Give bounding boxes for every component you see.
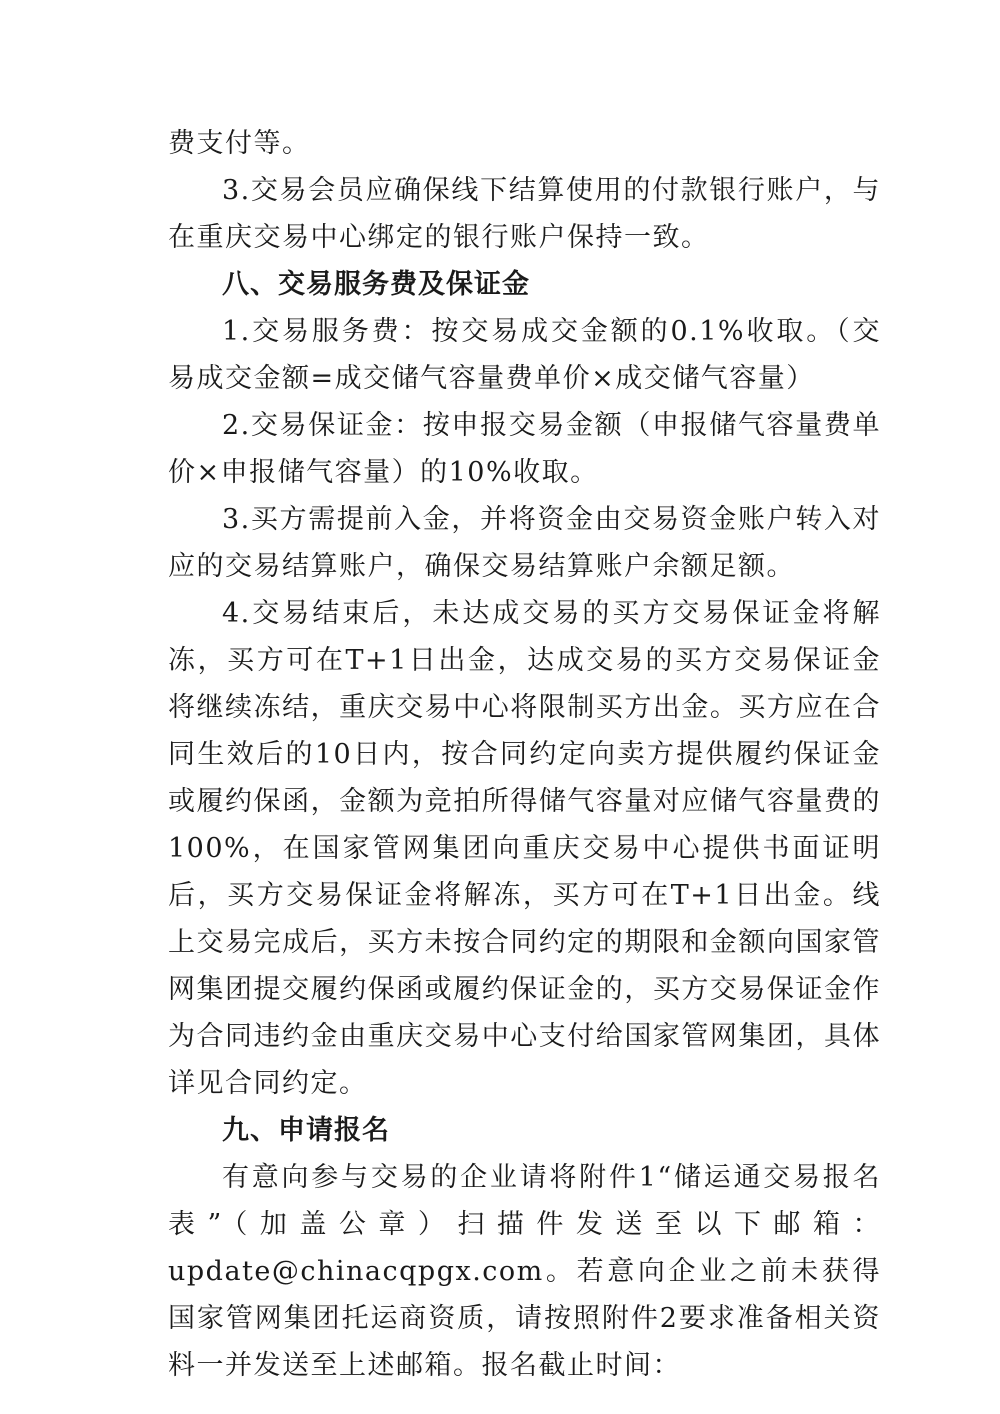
section-heading-registration: 九、申请报名: [222, 1115, 390, 1146]
paragraph-deposit: 2.交易保证金：按申报交易金额（申报储气容量费单价×申报储气容量）的10%收取。: [168, 410, 881, 488]
section-heading-fees: 八、交易服务费及保证金: [222, 269, 530, 300]
paragraph-registration: 有意向参与交易的企业请将附件1“储运通交易报名表”（加盖公章）扫描件发送至以下邮箱：update@chinacqpgx.com。若意向企业之前未获得国家管网集团托运商资质，请按照附件2要求准备相关资料一并发送至上述邮箱。报名截止时间：: [168, 1162, 881, 1381]
paragraph-prefund: 3.买方需提前入金，并将资金由交易资金账户转入对应的交易结算账户，确保交易结算账户余额足额。: [168, 504, 881, 582]
paragraph-continuation: 费支付等。: [168, 128, 311, 159]
paragraph-bank-account: 3.交易会员应确保线下结算使用的付款银行账户，与在重庆交易中心绑定的银行账户保持一致。: [168, 175, 881, 253]
paragraph-post-trade: 4.交易结束后，未达成交易的买方交易保证金将解冻，买方可在T+1日出金，达成交易的买方交易保证金将继续冻结，重庆交易中心将限制买方出金。买方应在合同生效后的10日内，按合同约定向卖方提供履约保证金或履约保函，金额为竞拍所得储气容量对应储气容量费的100%，在国家管网集团向重庆交易中心提供书面证明后，买方交易保证金将解冻，买方可在T+1日出金。线上交易完成后，买方未按合同约定的期限和金额向国家管网集团提交履约保函或履约保证金的，买方交易保证金作为合同违约金由重庆交易中心支付给国家管网集团，具体详见合同约定。: [168, 598, 881, 1099]
document-body: [168, 120, 881, 1389]
paragraph-service-fee: 1.交易服务费：按交易成交金额的0.1%收取。（交易成交金额=成交储气容量费单价×成交储气容量）: [168, 316, 881, 394]
